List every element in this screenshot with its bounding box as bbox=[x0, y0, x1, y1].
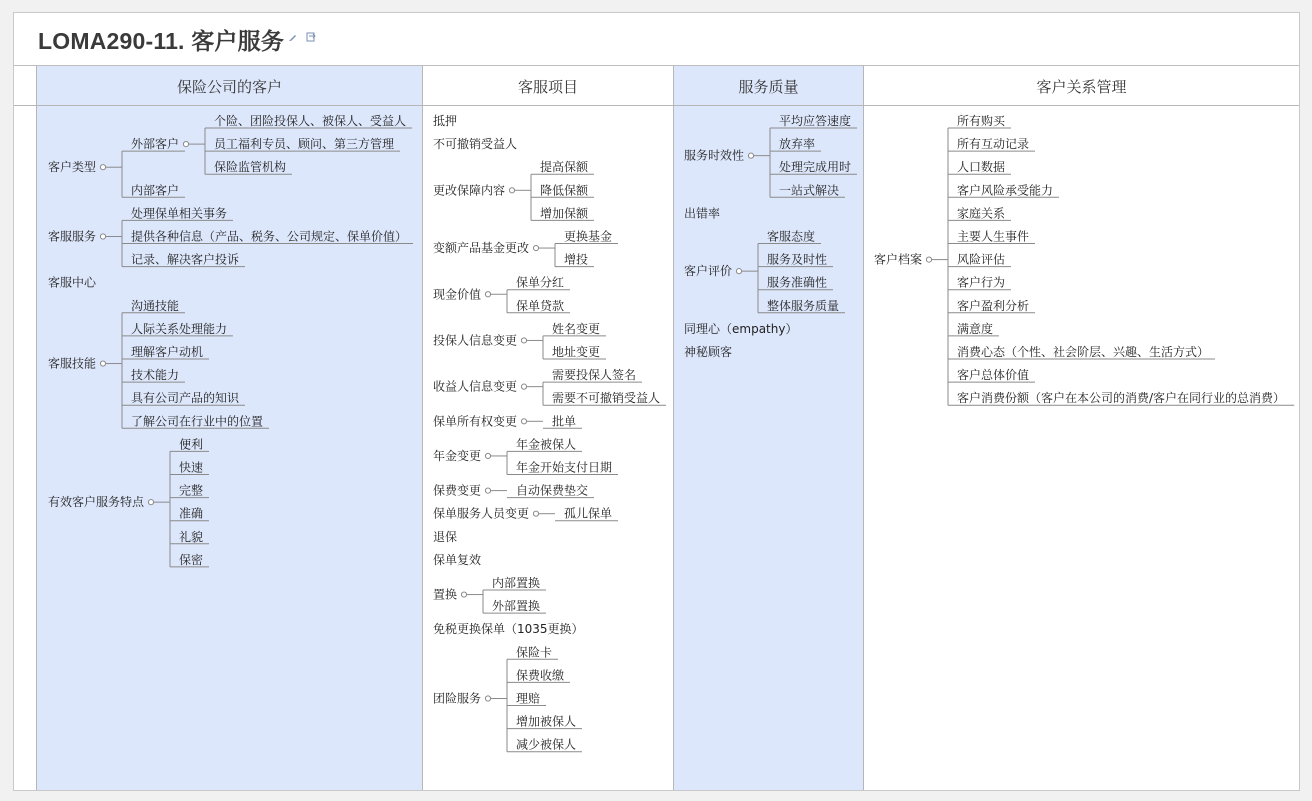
mindmap-leaf: 理解客户动机 bbox=[131, 345, 204, 359]
mindmap-leaf: 所有购买 bbox=[957, 114, 1006, 128]
column-crm bbox=[864, 66, 1299, 790]
mindmap-branch: 投保人信息变更 bbox=[433, 333, 518, 348]
mindmap-leaf: 主要人生事件 bbox=[957, 229, 1030, 244]
mindmap-branch: 更改保障内容 bbox=[433, 183, 506, 198]
mindmap-node: 免税更换保单（1035更换） bbox=[433, 622, 584, 637]
mindmap-branch: 服务时效性 bbox=[684, 148, 745, 163]
mindmap-leaf: 了解公司在行业中的位置 bbox=[131, 414, 264, 429]
mindmap-node: 神秘顾客 bbox=[684, 345, 733, 359]
mindmap-branch: 现金价值 bbox=[433, 287, 482, 302]
mindmap-leaf: 保费收缴 bbox=[516, 668, 565, 683]
mindmap-leaf: 降低保额 bbox=[540, 183, 589, 198]
mindmap-branch: 客服技能 bbox=[48, 356, 97, 371]
mindmap-leaf: 完整 bbox=[179, 483, 204, 498]
mindmap-leaf: 礼貌 bbox=[179, 529, 204, 544]
mindmap-leaf: 客户消费份额（客户在本公司的消费/客户在同行业的总消费） bbox=[957, 391, 1286, 406]
mindmap-leaf: 提高保额 bbox=[540, 160, 589, 175]
mindmap-leaf: 平均应答速度 bbox=[779, 114, 852, 128]
mindmap-leaf: 更换基金 bbox=[564, 229, 613, 244]
mindmap-leaf: 家庭关系 bbox=[957, 206, 1006, 221]
mindmap-leaf: 客户总体价值 bbox=[957, 368, 1030, 383]
mindmap-leaf: 具有公司产品的知识 bbox=[131, 391, 240, 406]
mindmap-branch: 保费变更 bbox=[433, 483, 482, 498]
mindmap-leaf: 保单分红 bbox=[516, 275, 565, 290]
mindmap-branch: 客户类型 bbox=[48, 160, 97, 175]
mindmap-leaf: 增加保额 bbox=[540, 206, 589, 221]
mindmap-leaf: 内部客户 bbox=[131, 183, 180, 198]
mindmap-leaf: 减少被保人 bbox=[516, 737, 577, 752]
mindmap-branch: 客服服务 bbox=[48, 229, 97, 244]
mindmap-leaf: 自动保费垫交 bbox=[516, 483, 589, 498]
mindmap-leaf: 保险卡 bbox=[516, 645, 553, 660]
export-icon[interactable] bbox=[306, 32, 316, 42]
mindmap-leaf: 增投 bbox=[564, 252, 589, 267]
column-area bbox=[14, 66, 1299, 790]
column-header-service-quality: 服务质量 bbox=[674, 66, 863, 106]
mindmap-leaf: 保密 bbox=[179, 552, 204, 567]
mindmap-leaf: 保单贷款 bbox=[516, 298, 565, 313]
title-bar bbox=[14, 13, 1299, 66]
mindmap-branch: 客户档案 bbox=[874, 252, 923, 267]
mindmap-leaf: 个险、团险投保人、被保人、受益人 bbox=[214, 114, 407, 128]
mindmap-leaf: 沟通技能 bbox=[131, 298, 180, 313]
column-index bbox=[14, 66, 37, 790]
mindmap-leaf: 内部置换 bbox=[492, 576, 541, 590]
column-service-quality bbox=[674, 66, 864, 790]
mindmap-leaf: 年金被保人 bbox=[516, 437, 577, 452]
mindmap-branch: 团险服务 bbox=[433, 691, 482, 706]
column-header-customers: 保险公司的客户 bbox=[37, 66, 422, 106]
mindmap-branch: 外部客户 bbox=[131, 137, 180, 152]
mindmap-leaf: 理赔 bbox=[516, 691, 541, 706]
column-header bbox=[14, 66, 36, 106]
mindmap-leaf: 一站式解决 bbox=[779, 183, 840, 198]
mindmap-leaf: 服务准确性 bbox=[767, 275, 828, 290]
mindmap-leaf: 客户行为 bbox=[957, 275, 1006, 290]
mindmap-branch: 客户评价 bbox=[684, 264, 733, 279]
mindmap-node: 退保 bbox=[433, 529, 458, 544]
mindmap-leaf: 快速 bbox=[179, 460, 204, 475]
mindmap-leaf: 满意度 bbox=[957, 321, 994, 336]
mindmap-leaf: 人口数据 bbox=[957, 160, 1006, 175]
mindmap-branch: 收益人信息变更 bbox=[433, 379, 518, 394]
column-service-items bbox=[423, 66, 674, 790]
mindmap-leaf: 地址变更 bbox=[552, 345, 601, 359]
mindmap-leaf: 增加被保人 bbox=[516, 714, 577, 729]
mindmap-leaf: 员工福利专员、顾问、第三方管理 bbox=[214, 137, 395, 152]
mindmap-leaf: 孤儿保单 bbox=[564, 506, 613, 521]
mindmap-leaf: 服务及时性 bbox=[767, 252, 828, 267]
mindmap-leaf: 需要不可撤销受益人 bbox=[552, 391, 661, 406]
mindmap-branch: 保单所有权变更 bbox=[433, 414, 518, 429]
mindmap-leaf: 人际关系处理能力 bbox=[131, 321, 228, 336]
mindmap-leaf: 放弃率 bbox=[779, 137, 816, 152]
mindmap-leaf: 整体服务质量 bbox=[767, 298, 840, 313]
mindmap-leaf: 技术能力 bbox=[131, 368, 180, 383]
mindmap-leaf: 客服态度 bbox=[767, 229, 816, 244]
mindmap-node: 客服中心 bbox=[48, 275, 97, 290]
mindmap-leaf: 客户风险承受能力 bbox=[957, 183, 1054, 198]
mindmap-leaf: 所有互动记录 bbox=[957, 137, 1030, 152]
column-customers bbox=[37, 66, 423, 790]
mindmap-node: 不可撤销受益人 bbox=[433, 137, 518, 152]
column-header-service-items: 客服项目 bbox=[423, 66, 673, 106]
mindmap-node: 抵押 bbox=[433, 114, 458, 128]
mindmap-node: 同理心（empathy） bbox=[684, 321, 798, 336]
edit-icon[interactable] bbox=[288, 32, 298, 42]
mindmap-leaf: 客户盈利分析 bbox=[957, 298, 1030, 313]
mindmap-leaf: 风险评估 bbox=[957, 252, 1006, 267]
mindmap-branch: 年金变更 bbox=[433, 448, 482, 463]
mindmap-leaf: 处理完成用时 bbox=[779, 160, 852, 175]
mindmap-leaf: 年金开始支付日期 bbox=[516, 460, 613, 475]
mindmap-table bbox=[13, 12, 1300, 791]
mindmap-leaf: 姓名变更 bbox=[552, 321, 601, 336]
mindmap-leaf: 提供各种信息（产品、税务、公司规定、保单价值） bbox=[131, 229, 408, 244]
mindmap-branch: 有效客户服务特点 bbox=[48, 495, 145, 510]
mindmap-leaf: 记录、解决客户投诉 bbox=[131, 252, 240, 267]
mindmap-leaf: 便利 bbox=[179, 437, 204, 452]
mindmap-node: 出错率 bbox=[684, 206, 721, 221]
column-header-crm: 客户关系管理 bbox=[864, 66, 1299, 106]
mindmap-branch: 变额产品基金更改 bbox=[433, 241, 530, 256]
mindmap-leaf: 消费心态（个性、社会阶层、兴趣、生活方式） bbox=[957, 345, 1210, 359]
mindmap-leaf: 保险监管机构 bbox=[214, 160, 287, 175]
mindmap-branch: 置换 bbox=[433, 587, 458, 602]
mindmap-leaf: 需要投保人签名 bbox=[552, 368, 637, 383]
mindmap-leaf: 准确 bbox=[179, 506, 204, 521]
mindmap-leaf: 处理保单相关事务 bbox=[131, 206, 228, 221]
mindmap-leaf: 外部置换 bbox=[492, 599, 541, 614]
mindmap-node: 保单复效 bbox=[433, 552, 482, 567]
mindmap-branch: 保单服务人员变更 bbox=[433, 506, 530, 521]
mindmap-leaf: 批单 bbox=[552, 414, 577, 429]
page-title: LOMA290-11. 客户服务 bbox=[38, 28, 285, 54]
